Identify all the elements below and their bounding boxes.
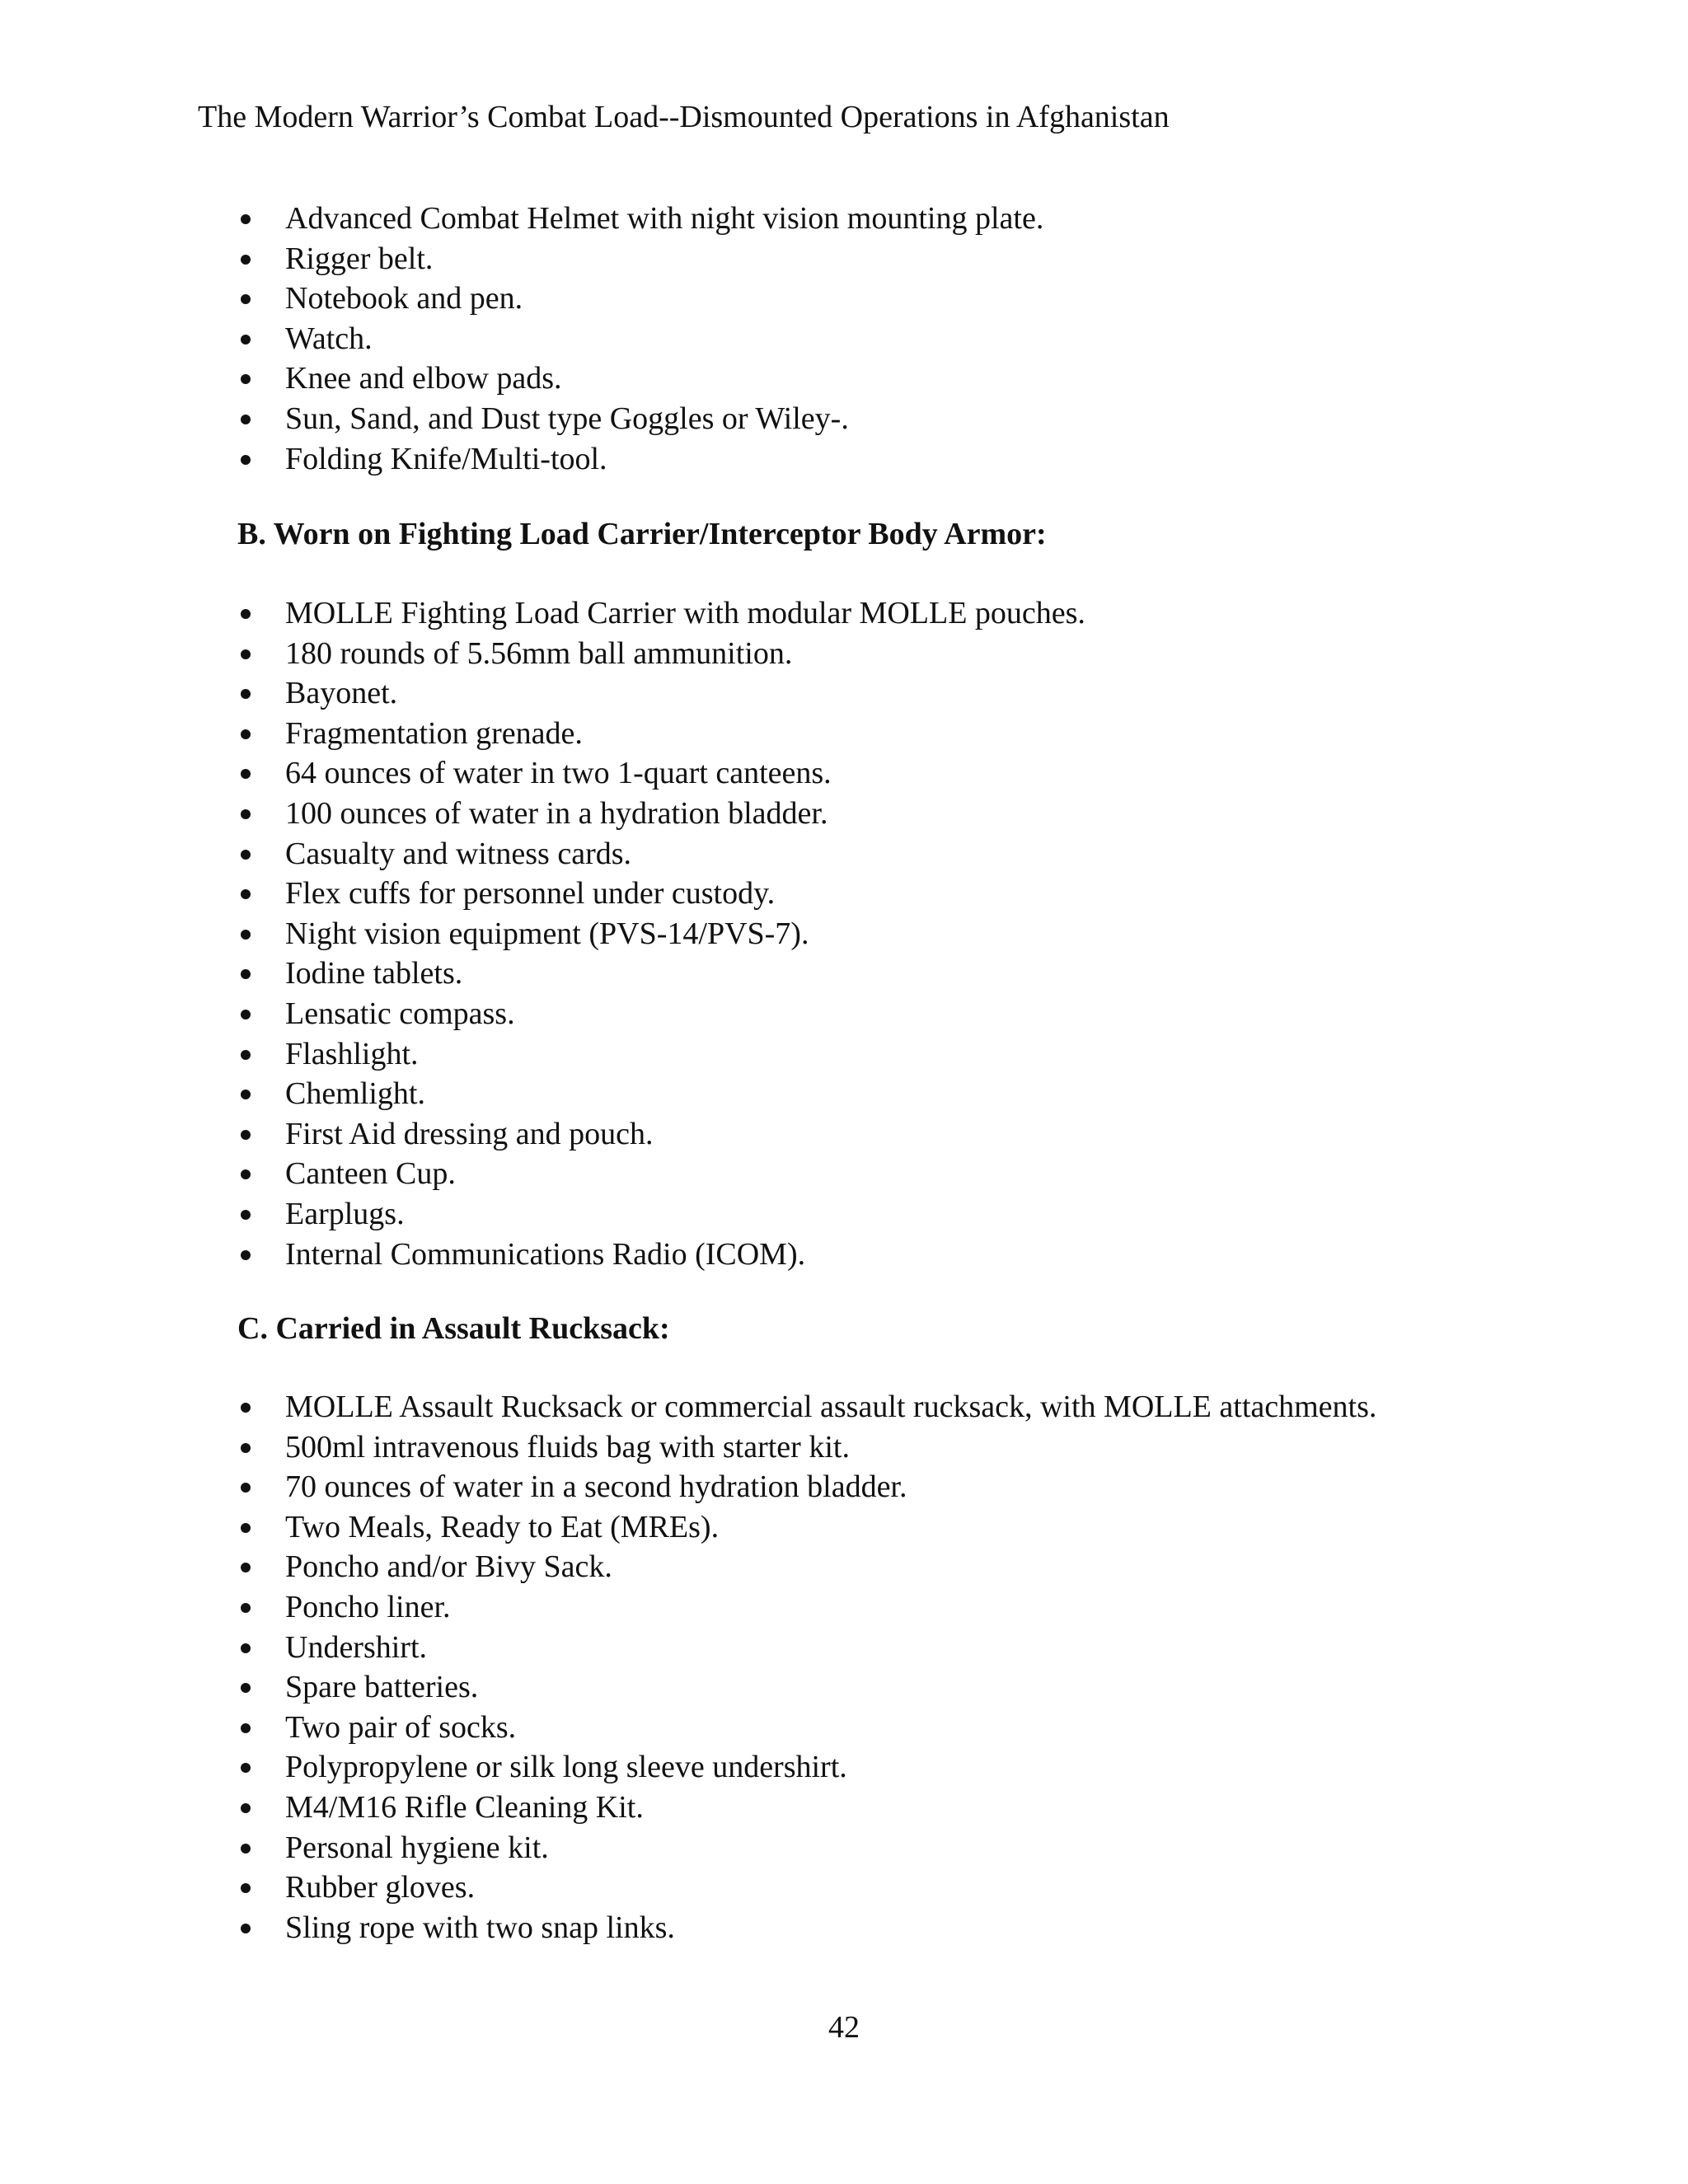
running-header: The Modern Warrior’s Combat Load--Dismounted Operations in Afghanistan xyxy=(198,100,1170,134)
list-item: MOLLE Fighting Load Carrier with modular MOLLE pouches. xyxy=(239,593,1085,634)
list-item: 180 rounds of 5.56mm ball ammunition. xyxy=(239,634,1085,674)
section-heading-c: C. Carried in Assault Rucksack: xyxy=(237,1311,670,1346)
list-item: Sling rope with two snap links. xyxy=(239,1908,1376,1948)
list-item: Flex cuffs for personnel under custody. xyxy=(239,874,1085,914)
list-item: Folding Knife/Multi-tool. xyxy=(239,439,1043,480)
list-item: Poncho liner. xyxy=(239,1587,1376,1628)
list-item: Polypropylene or silk long sleeve undershirt. xyxy=(239,1747,1376,1788)
list-item: Chemlight. xyxy=(239,1074,1085,1114)
list-item: 70 ounces of water in a second hydration bladder. xyxy=(239,1467,1376,1507)
list-item: M4/M16 Rifle Cleaning Kit. xyxy=(239,1788,1376,1828)
list-item: Advanced Combat Helmet with night vision mounting plate. xyxy=(239,199,1043,239)
list-item: Two pair of socks. xyxy=(239,1708,1376,1748)
list-item: 64 ounces of water in two 1-quart canteens. xyxy=(239,753,1085,794)
list-item: Watch. xyxy=(239,319,1043,359)
list-item: Rigger belt. xyxy=(239,239,1043,279)
bullet-list-section-b xyxy=(239,593,1085,1274)
list-item: Notebook and pen. xyxy=(239,279,1043,319)
list-item: Earplugs. xyxy=(239,1194,1085,1235)
list-item: Poncho and/or Bivy Sack. xyxy=(239,1547,1376,1587)
bullet-list-section-a xyxy=(239,199,1043,479)
list-item: Flashlight. xyxy=(239,1034,1085,1075)
list-item: 500ml intravenous fluids bag with starter kit. xyxy=(239,1427,1376,1468)
list-item: Undershirt. xyxy=(239,1628,1376,1668)
list-item: Personal hygiene kit. xyxy=(239,1828,1376,1868)
list-item: Casualty and witness cards. xyxy=(239,834,1085,874)
list-item: Sun, Sand, and Dust type Goggles or Wiley-. xyxy=(239,399,1043,439)
list-item: Two Meals, Ready to Eat (MREs). xyxy=(239,1507,1376,1548)
list-item: Iodine tablets. xyxy=(239,954,1085,994)
bullet-list-section-c xyxy=(239,1387,1376,1947)
list-item: Canteen Cup. xyxy=(239,1154,1085,1194)
section-heading-b: B. Worn on Fighting Load Carrier/Interceptor Body Armor: xyxy=(237,517,1047,551)
list-item: Night vision equipment (PVS-14/PVS-7). xyxy=(239,914,1085,954)
list-item: MOLLE Assault Rucksack or commercial assault rucksack, with MOLLE attachments. xyxy=(239,1387,1376,1427)
list-item: First Aid dressing and pouch. xyxy=(239,1114,1085,1155)
list-item: Bayonet. xyxy=(239,673,1085,714)
list-item: Fragmentation grenade. xyxy=(239,714,1085,754)
list-item: Internal Communications Radio (ICOM). xyxy=(239,1235,1085,1275)
list-item: Spare batteries. xyxy=(239,1667,1376,1708)
list-item: Lensatic compass. xyxy=(239,994,1085,1034)
list-item: 100 ounces of water in a hydration bladder. xyxy=(239,794,1085,834)
list-item: Knee and elbow pads. xyxy=(239,359,1043,399)
page-number: 42 xyxy=(828,2010,860,2045)
list-item: Rubber gloves. xyxy=(239,1868,1376,1908)
